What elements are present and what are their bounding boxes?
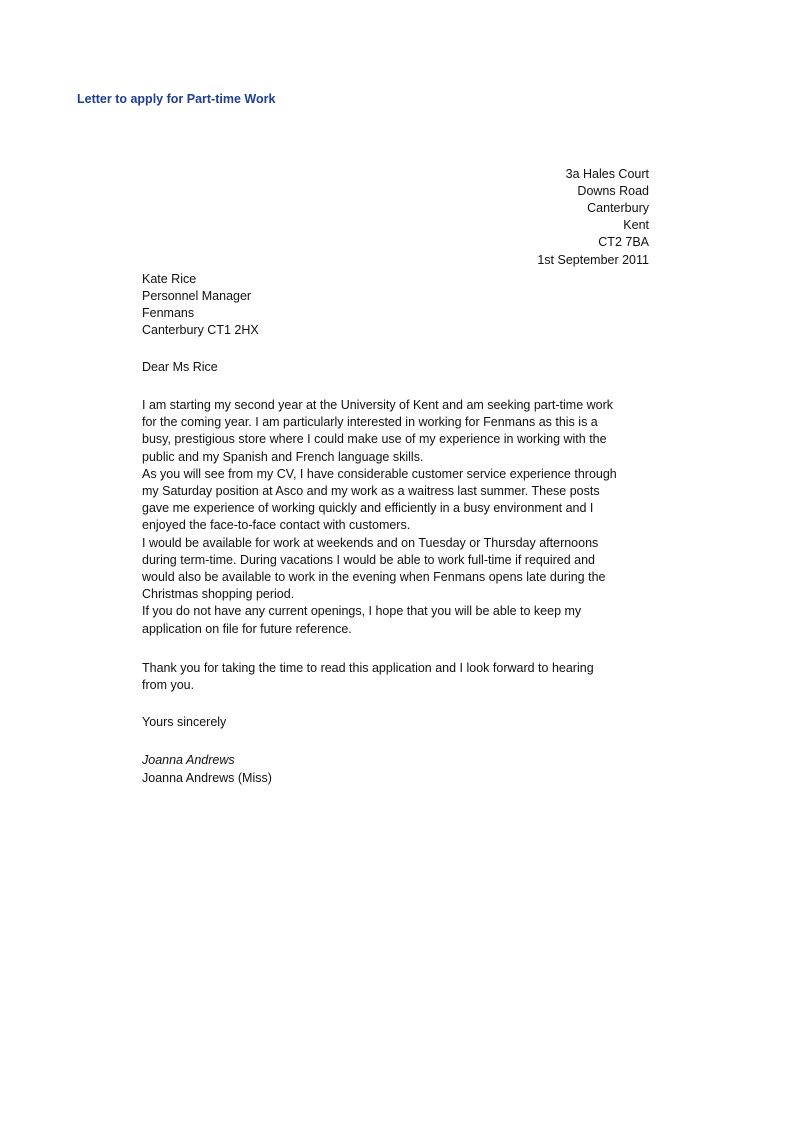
recipient-line: Fenmans <box>142 306 195 320</box>
body-line: Christmas shopping period. <box>142 587 295 602</box>
address-line: Kent <box>623 218 649 232</box>
body-line: If you do not have any current openings, I hope that you will be able to keep my <box>142 604 582 619</box>
address-line: CT2 7BA <box>598 235 649 249</box>
body-line: gave me experience of working quickly and efficiently in a busy environment and I <box>142 501 594 516</box>
recipient-line: Kate Rice <box>142 272 197 286</box>
body-paragraph <box>142 397 647 466</box>
body-line: I would be available for work at weekends and on Tuesday or Thursday afternoons <box>142 535 599 550</box>
body-line: public and my Spanish and French language skills. <box>142 449 424 464</box>
recipient-line: Canterbury CT1 2HX <box>142 323 259 337</box>
body-line: As you will see from my CV, I have considerable customer service experience through <box>142 466 617 481</box>
signed-name: Joanna Andrews (Miss) <box>142 771 272 785</box>
body-line: for the coming year. I am particularly interested in working for Fenmans as this is a <box>142 415 598 430</box>
sign-off: Yours sincerely <box>142 715 227 729</box>
body-paragraph <box>142 535 647 604</box>
body-line: I am starting my second year at the University of Kent and am seeking part-time work <box>142 398 614 412</box>
page-title: Letter to apply for Part-time Work <box>77 92 276 106</box>
recipient-line: Personnel Manager <box>142 289 252 303</box>
body-line: application on file for future reference. <box>142 621 352 636</box>
letter-date: 1st September 2011 <box>537 253 649 267</box>
body-line: enjoyed the face-to-face contact with customers. <box>142 518 411 533</box>
signature: Joanna Andrews <box>142 753 235 767</box>
body-line: would also be available to work in the evening when Fenmans opens late during the <box>142 570 606 585</box>
sender-address <box>566 166 649 251</box>
salutation: Dear Ms Rice <box>142 360 218 374</box>
address-line: Downs Road <box>577 184 649 198</box>
address-line: Canterbury <box>587 201 649 215</box>
closing-line: from you. <box>142 678 195 693</box>
closing-paragraph <box>142 660 647 694</box>
closing-line: Thank you for taking the time to read this application and I look forward to hearing <box>142 661 594 675</box>
body-paragraph <box>142 466 647 535</box>
body-line: busy, prestigious store where I could make use of my experience in working with the <box>142 432 607 447</box>
body-paragraph <box>142 603 647 637</box>
recipient-address <box>142 271 259 339</box>
address-line: 3a Hales Court <box>565 167 649 181</box>
body-line: my Saturday position at Asco and my work as a waitress last summer. These posts <box>142 484 600 499</box>
body-line: during term-time. During vacations I would be able to work full-time if required and <box>142 552 595 567</box>
letter-body <box>142 397 647 638</box>
